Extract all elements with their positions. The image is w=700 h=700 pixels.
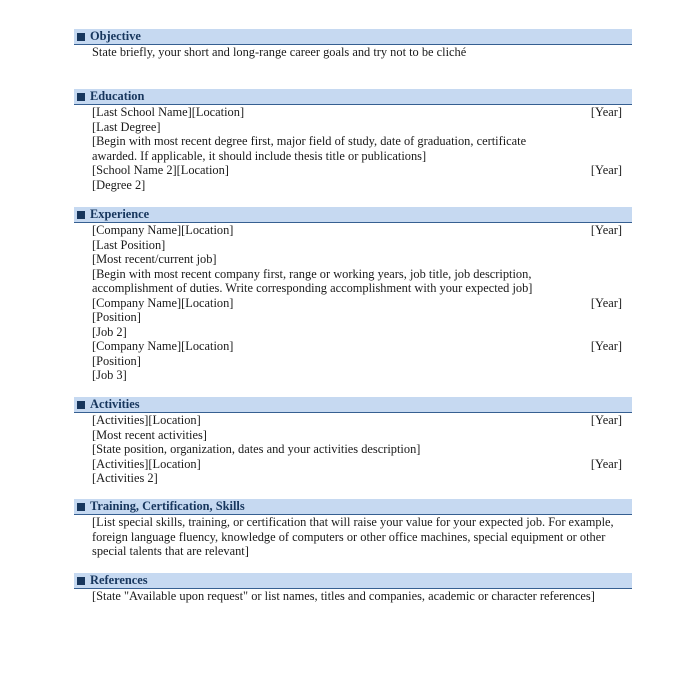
square-bullet-icon: [77, 577, 85, 585]
education-text: [Degree 2]: [92, 177, 146, 192]
objective-heading: Objective: [90, 29, 141, 43]
square-bullet-icon: [77, 503, 85, 511]
education-line: [92, 163, 632, 178]
experience-year: [Year]: [590, 339, 622, 353]
activities-text: [Most recent activities]: [92, 427, 207, 442]
experience-text: [Company Name][Location]: [92, 223, 234, 237]
education-line: [92, 149, 632, 164]
education-text: [Begin with most recent degree first, major field of study, date of graduation, certificate: [92, 134, 527, 148]
square-bullet-icon: [77, 93, 85, 101]
activities-line: [92, 471, 632, 486]
experience-year: [Year]: [590, 223, 622, 237]
activities-line: [92, 442, 632, 457]
training-text: [List special skills, training, or certification that will raise your value for your expected job. For example,: [92, 515, 614, 529]
experience-section: [74, 207, 632, 383]
experience-text: accomplishment of duties. Write corresponding accomplishment with your expected job]: [92, 281, 533, 295]
activities-year: [Year]: [590, 456, 622, 471]
education-year: [Year]: [590, 105, 622, 119]
square-bullet-icon: [77, 211, 85, 219]
experience-line: [92, 339, 632, 354]
objective-header: [74, 29, 632, 45]
experience-text: [Job 3]: [92, 368, 127, 382]
education-line: [92, 178, 632, 193]
experience-line: [92, 310, 632, 325]
activities-line: [92, 457, 632, 472]
activities-text: [Activities 2]: [92, 471, 158, 485]
training-header: [74, 499, 632, 515]
activities-line: [92, 413, 632, 428]
references-section: [74, 573, 632, 604]
experience-line: [92, 354, 632, 369]
page-top-edge: [0, 0, 700, 6]
education-line: [92, 134, 632, 149]
experience-line: [92, 281, 632, 296]
experience-line: [92, 238, 632, 253]
experience-year: [Year]: [590, 295, 622, 310]
experience-text: [Last Position]: [92, 237, 166, 252]
square-bullet-icon: [77, 33, 85, 41]
references-heading: References: [90, 573, 148, 587]
education-line: [92, 105, 632, 120]
experience-line: [92, 325, 632, 340]
activities-header: [74, 397, 632, 413]
experience-line: [92, 267, 632, 282]
activities-year: [Year]: [590, 413, 622, 427]
experience-text: [Company Name][Location]: [92, 295, 234, 310]
activities-line: [92, 428, 632, 443]
training-text: foreign language fluency, knowledge of computers or other office machines, special equipment or other: [92, 529, 606, 544]
activities-text: [Activities][Location]: [92, 413, 201, 427]
experience-text: [Most recent/current job]: [92, 252, 217, 266]
experience-text: [Company Name][Location]: [92, 339, 234, 353]
activities-section: [74, 397, 632, 486]
activities-heading: Activities: [90, 397, 140, 411]
education-text: [Last Degree]: [92, 119, 161, 134]
experience-heading: Experience: [90, 207, 150, 221]
education-heading: Education: [90, 89, 145, 103]
training-section: [74, 499, 632, 559]
experience-line: [92, 252, 632, 267]
experience-line: [92, 223, 632, 238]
education-text: [School Name 2][Location]: [92, 163, 229, 177]
training-text: special talents that are relevant]: [92, 544, 249, 558]
square-bullet-icon: [77, 401, 85, 409]
education-text: awarded. If applicable, it should include thesis title or publications]: [92, 148, 427, 163]
objective-section: [74, 29, 632, 60]
experience-header: [74, 207, 632, 223]
education-text: [Last School Name][Location]: [92, 105, 245, 119]
activities-text: [Activities][Location]: [92, 456, 201, 471]
experience-text: [Position]: [92, 353, 141, 368]
experience-line: [92, 368, 632, 383]
training-heading: Training, Certification, Skills: [90, 499, 245, 513]
experience-line: [92, 296, 632, 311]
objective-text: State briefly, your short and long-range career goals and try not to be cliché: [92, 45, 467, 59]
experience-text: [Job 2]: [92, 324, 127, 339]
education-section: [74, 89, 632, 192]
activities-text: [State position, organization, dates and your activities description]: [92, 442, 421, 456]
references-header: [74, 573, 632, 589]
education-line: [92, 120, 632, 135]
education-year: [Year]: [590, 163, 622, 177]
experience-text: [Position]: [92, 310, 141, 324]
references-text: [State "Available upon request" or list names, titles and companies, academic or character references]: [92, 589, 595, 603]
experience-text: [Begin with most recent company first, range or working years, job title, job description,: [92, 266, 532, 281]
education-header: [74, 89, 632, 105]
